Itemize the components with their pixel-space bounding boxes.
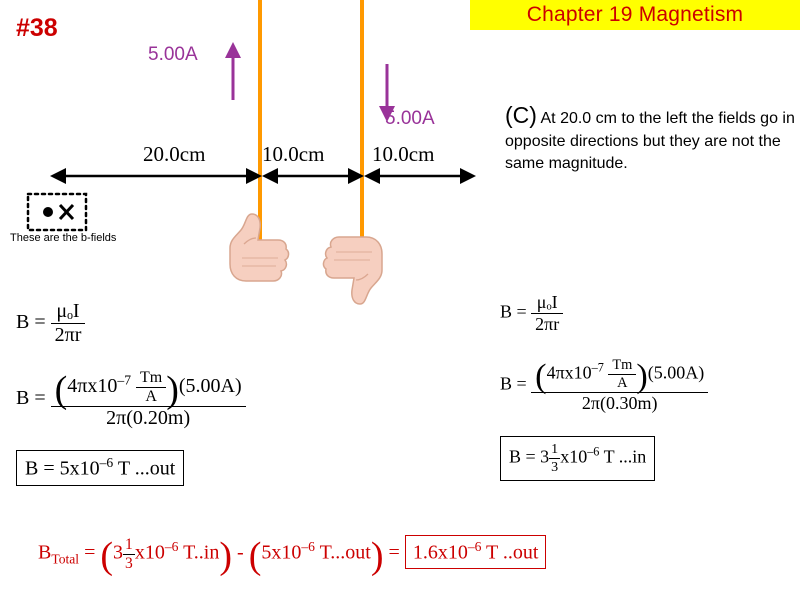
left-eq2-unit-num: Tm xyxy=(136,369,166,388)
left-eq1-lhs: B = xyxy=(16,311,46,334)
total-equals: = xyxy=(84,541,96,564)
right-eq2-constant-exp: –7 xyxy=(591,360,604,375)
left-eq2-constant: 4πx10 xyxy=(67,375,118,398)
right-eq1-lhs: B = xyxy=(500,301,527,322)
right-eq2-unit-fraction xyxy=(608,357,636,392)
total-term1-tail: T..in xyxy=(183,541,220,564)
left-result-line xyxy=(16,450,246,486)
left-eq2-numerator: ($4\pi x10^{-7}$ $\frac{Tm}{A}$ )(5.00A) xyxy=(51,369,246,407)
distance-label-10cm-a: 10.0cm xyxy=(262,142,325,166)
current-arrow-left-icon xyxy=(218,40,248,102)
distance-label-10cm-b: 10.0cm xyxy=(372,142,435,166)
left-result-exp: –6 xyxy=(99,455,114,470)
left-result-box xyxy=(16,450,184,486)
total-term1-fraction xyxy=(123,536,135,573)
right-eq-substituted xyxy=(500,357,708,414)
total-term1-den: 3 xyxy=(125,554,133,572)
total-term1-whole: 3 xyxy=(113,541,124,564)
left-eq2-unit-fraction xyxy=(136,369,166,406)
left-math-block xyxy=(16,300,246,498)
right-result-line xyxy=(500,436,708,481)
right-eq-formula xyxy=(500,292,708,335)
total-lhs-sub: Total xyxy=(51,551,80,567)
total-minus: - xyxy=(237,541,244,564)
right-eq2-constant: 4πx10 xyxy=(546,362,592,383)
right-result-box xyxy=(500,436,655,481)
total-equation: $B_{Total} = (3$ $\frac{1}{3}$ $x10^{-6}$ $T..in) - (5x10^{-6}$ $T...out) = 1.6x10^{-6}$ T ..out xyxy=(38,535,546,573)
left-result-tail: T ...out xyxy=(117,457,176,480)
total-term1-num: 1 xyxy=(125,535,133,553)
thumbs-down-icon xyxy=(316,218,392,310)
left-eq1-fraction xyxy=(51,300,86,347)
total-term2-exp: –6 xyxy=(301,539,315,554)
total-term1-mid: x10 xyxy=(134,541,165,564)
total-lhs: B xyxy=(38,541,52,564)
total-result: 1.6x10 xyxy=(412,541,468,564)
right-eq2-fraction xyxy=(531,357,708,414)
left-eq2-unit-den: A xyxy=(145,388,157,405)
right-eq2-numerator: ($4\pi x10^{-7}$ $\frac{Tm}{A}$ )(5.00A) xyxy=(531,357,708,393)
answer-block xyxy=(505,100,795,174)
right-math-block xyxy=(500,292,708,493)
chapter-title: Chapter 19 Magnetism xyxy=(526,3,744,26)
total-result-tail: T ..out xyxy=(486,541,539,564)
right-eq2-lhs: B = xyxy=(500,373,527,394)
left-eq-formula xyxy=(16,300,246,347)
right-eq2-unit-num: Tm xyxy=(608,357,636,375)
right-eq1-numerator: μₒI xyxy=(531,292,563,314)
total-term1-exp: –6 xyxy=(164,539,179,554)
slide-number: #38 xyxy=(16,14,58,42)
left-eq1-denominator: 2πr xyxy=(54,324,82,346)
right-result-exp: –6 xyxy=(587,444,600,459)
total-equals2: = xyxy=(388,541,400,564)
right-result-frac-num: 1 xyxy=(551,441,559,457)
left-eq1-numerator: μₒI xyxy=(51,300,86,324)
right-result-frac-den: 3 xyxy=(551,459,559,475)
right-eq1-denominator: 2πr xyxy=(535,314,560,334)
left-eq-substituted xyxy=(16,369,246,430)
total-result-exp: –6 xyxy=(467,539,482,554)
right-eq2-unit-den: A xyxy=(617,375,628,391)
answer-part-label: (C) xyxy=(505,102,537,128)
right-eq1-fraction xyxy=(531,292,563,335)
bfield-caption: These are the b-fields xyxy=(10,232,117,244)
left-eq2-denominator: 2π(0.20m) xyxy=(106,407,191,429)
left-eq2-fraction xyxy=(51,369,246,430)
left-result-lhs: B = 5x10 xyxy=(25,457,100,480)
right-result-tail: T ...in xyxy=(603,446,647,467)
right-eq2-denominator: 2π(0.30m) xyxy=(581,393,658,413)
right-result-lhs: B = 3 xyxy=(509,446,550,467)
chapter-banner xyxy=(470,0,800,30)
total-term2: 5x10 xyxy=(261,541,302,564)
distance-label-20cm: 20.0cm xyxy=(143,142,206,166)
right-result-fraction xyxy=(549,441,560,476)
right-eq2-current: (5.00A) xyxy=(647,362,705,383)
left-eq2-lhs: B = xyxy=(16,387,46,410)
total-term2-tail: T...out xyxy=(319,541,371,564)
current-left-label: 5.00A xyxy=(148,44,198,65)
left-eq2-constant-exp: –7 xyxy=(117,372,131,388)
bfield-symbol-box xyxy=(26,192,88,232)
current-right-label: 5.00A xyxy=(385,108,435,129)
thumbs-up-icon xyxy=(222,208,294,290)
left-eq2-current: (5.00A) xyxy=(178,375,242,398)
total-result-box xyxy=(405,535,547,569)
right-result-mid: x10 xyxy=(560,446,588,467)
answer-text: At 20.0 cm to the left the fields go in opposite directions but they are not the same magnitude. xyxy=(505,110,795,172)
